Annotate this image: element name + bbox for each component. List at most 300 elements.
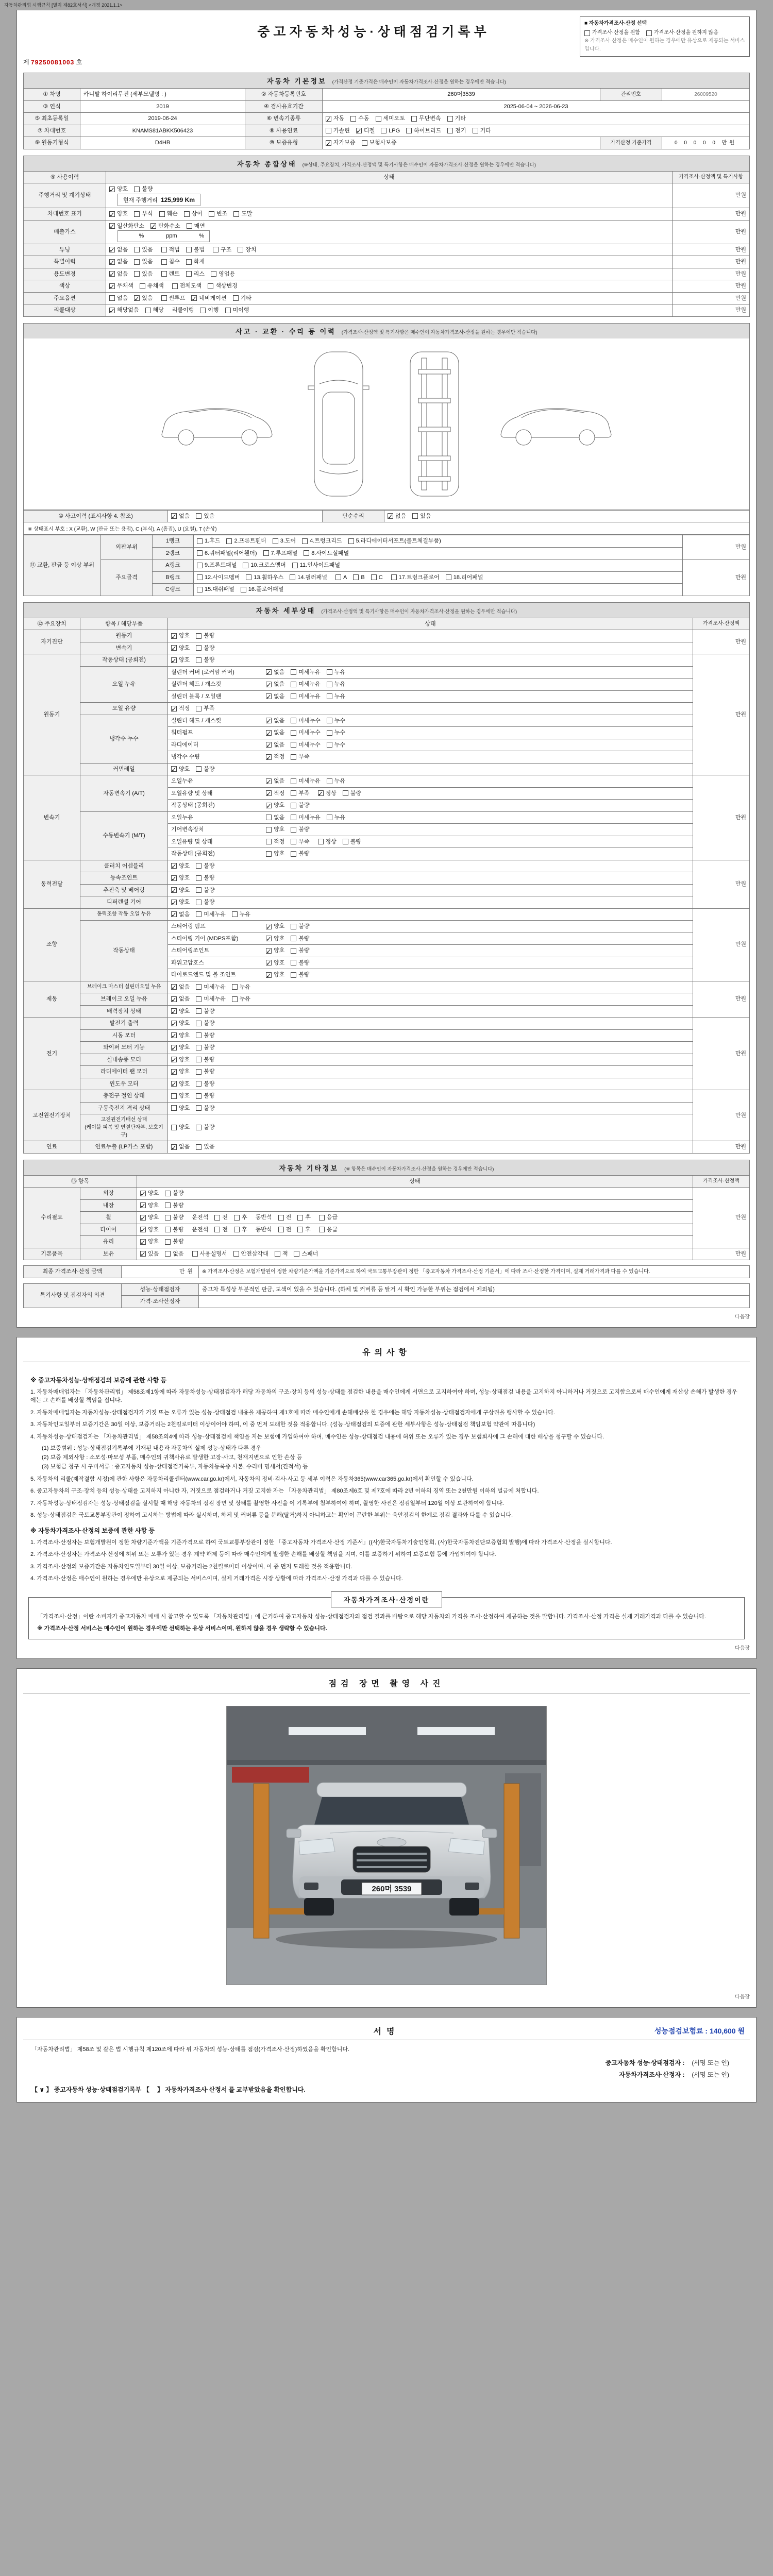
option-text: 없음 (274, 814, 285, 821)
checkbox-option[interactable] (584, 29, 640, 37)
checkbox-option[interactable] (171, 1056, 190, 1064)
checkbox-option[interactable] (196, 1007, 214, 1016)
checkbox-option[interactable] (109, 282, 133, 291)
checkbox-option[interactable] (266, 838, 284, 846)
checkbox-option[interactable] (327, 717, 345, 725)
license-plate-number: 260머 3539 (372, 1885, 412, 1894)
checkbox-option[interactable] (196, 632, 214, 640)
checkbox-option[interactable] (161, 294, 186, 303)
checkbox-group (140, 1250, 690, 1259)
checkbox-option[interactable] (291, 838, 309, 846)
checkbox (266, 972, 272, 978)
checkbox-option[interactable] (171, 765, 190, 774)
field-value (106, 292, 673, 304)
checkbox-option[interactable] (241, 585, 283, 594)
checkbox-option[interactable] (171, 656, 190, 665)
checkbox-option[interactable] (196, 704, 214, 713)
checkbox-option[interactable] (171, 1143, 190, 1151)
checkbox-option[interactable] (266, 680, 284, 689)
checkbox-option[interactable] (186, 246, 205, 255)
field-label: 냉각수 누수 (80, 715, 168, 763)
checkbox-group (197, 549, 679, 558)
checkbox-option[interactable] (278, 1213, 292, 1222)
checkbox-option[interactable] (275, 1250, 288, 1259)
checkbox (350, 116, 356, 122)
checkbox-option[interactable] (196, 656, 214, 665)
checkbox-option[interactable] (292, 561, 340, 570)
checkbox-option[interactable] (318, 789, 337, 798)
checkbox-option[interactable] (171, 1092, 190, 1100)
checkbox-option[interactable] (214, 1226, 228, 1234)
checkbox-option[interactable] (140, 1250, 159, 1259)
checkbox-option[interactable] (646, 29, 718, 37)
checkbox-option[interactable] (140, 1201, 159, 1210)
field-label: 와이퍼 모터 기능 (80, 1042, 168, 1054)
field-label: 발전기 출력 (80, 1018, 168, 1030)
option-text: 실린더 블록 / 오일팬 (171, 693, 222, 700)
field-value: ※ 가격조사·산정은 보험개발원이 정한 차량기준가액을 기준가격으로 하여 국토교통부장관이 정한 「중고자동차 가격조사·산정 기준서」에 따라 조사·산정한 가격이며, 실제 거래가격과 다를 수 있습니다. (199, 1266, 750, 1278)
option-text: 누유 (239, 984, 251, 990)
checkbox-option[interactable] (171, 1019, 190, 1028)
photo-title: 점검 장면 촬영 사진 (23, 1673, 750, 1693)
checkbox-option[interactable] (266, 741, 284, 750)
checkbox-option[interactable] (171, 704, 190, 713)
checkbox-option[interactable] (171, 1080, 190, 1089)
checkbox-option[interactable] (266, 814, 284, 822)
checkbox-option[interactable] (266, 728, 284, 737)
checkbox-option[interactable] (291, 692, 321, 701)
checkbox-option[interactable] (226, 537, 266, 546)
checkbox-option[interactable] (196, 1031, 214, 1040)
checkbox-option[interactable] (350, 114, 369, 123)
next-page-link[interactable]: 다음장 (735, 1314, 750, 1320)
checkbox-option[interactable] (362, 139, 397, 147)
checkbox-option[interactable] (196, 1123, 214, 1132)
checkbox (196, 875, 201, 881)
checkbox-option[interactable] (294, 1250, 318, 1259)
checkbox-option[interactable] (291, 825, 309, 834)
checkbox-option[interactable] (234, 1226, 247, 1234)
checkbox-option[interactable] (161, 270, 180, 279)
checkbox (171, 1045, 177, 1050)
checkbox-option[interactable] (213, 246, 231, 255)
field-label: 오일 누유 (80, 666, 168, 703)
checkbox-option[interactable] (109, 210, 128, 218)
table-row (24, 993, 750, 1006)
checkbox-option[interactable] (140, 282, 164, 291)
checkbox-option[interactable] (266, 946, 284, 955)
checkbox-option[interactable] (171, 1067, 190, 1076)
field-value (194, 560, 683, 572)
checkbox-option[interactable] (196, 1019, 214, 1028)
checkbox-option[interactable] (109, 306, 139, 315)
checkbox-option[interactable] (171, 995, 190, 1004)
checkbox-option[interactable] (165, 1189, 183, 1198)
checkbox-option[interactable] (196, 512, 214, 521)
checkbox-option[interactable] (232, 910, 250, 919)
checkbox-option[interactable] (184, 210, 203, 218)
checkbox-option[interactable] (197, 585, 234, 594)
checkbox-option[interactable] (196, 765, 214, 774)
checkbox-option[interactable] (446, 573, 483, 582)
checkbox (246, 574, 251, 580)
checkbox-option[interactable] (140, 1226, 159, 1234)
checkbox-option[interactable] (291, 753, 309, 761)
checkbox-option[interactable] (233, 1250, 268, 1259)
checkbox-option[interactable] (291, 789, 309, 798)
checkbox (196, 1008, 201, 1014)
option-text: 라디에이터 (171, 741, 199, 748)
table-row (24, 244, 750, 256)
checkbox (196, 706, 201, 711)
option-text: 파워고압호스 (171, 959, 204, 966)
checkbox-option[interactable] (327, 728, 345, 737)
option-label (171, 728, 193, 737)
checkbox (291, 693, 296, 699)
doc-no-prefix: 제 (23, 59, 29, 66)
field-label: 외판부위 (101, 535, 153, 560)
checkbox-option[interactable] (134, 258, 153, 266)
checkbox-option[interactable] (196, 995, 226, 1004)
checkbox-option[interactable] (171, 1031, 190, 1040)
option-text: 부족 (298, 754, 310, 760)
checkbox (134, 259, 140, 265)
checkbox-option[interactable] (171, 1123, 190, 1132)
checkbox-option[interactable] (266, 959, 284, 968)
checkbox (371, 574, 377, 580)
checkbox-option[interactable] (140, 1213, 159, 1222)
field-value: 만원 (693, 981, 750, 1018)
checkbox-option[interactable] (171, 1043, 190, 1052)
checkbox-option[interactable] (291, 922, 309, 931)
checkbox-option[interactable] (145, 306, 164, 315)
checkbox-option[interactable] (225, 306, 249, 315)
checkbox-option[interactable] (343, 838, 361, 846)
checkbox-option[interactable] (165, 1213, 183, 1222)
option-text: 매연 (194, 223, 205, 229)
checkbox-group (171, 728, 690, 737)
checkbox-option[interactable] (266, 692, 284, 701)
option-group (109, 306, 164, 315)
checkbox-option[interactable] (335, 573, 347, 582)
checkbox-option[interactable] (196, 1092, 214, 1100)
option-group (140, 1201, 184, 1210)
checkbox-option[interactable] (388, 512, 406, 521)
checkbox-option[interactable] (109, 258, 128, 266)
checkbox-option[interactable] (243, 561, 285, 570)
checkbox-option[interactable] (140, 1189, 159, 1198)
option-group (171, 1092, 215, 1100)
checkbox-option[interactable] (233, 294, 251, 303)
checkbox-option[interactable] (266, 777, 284, 786)
checkbox (145, 308, 151, 313)
checkbox-option[interactable] (297, 1213, 311, 1222)
checkbox-option[interactable] (291, 668, 321, 677)
checkbox-option[interactable] (356, 127, 375, 135)
main-form-panel (16, 10, 757, 1328)
checkbox (161, 271, 167, 277)
checkbox-option[interactable] (327, 668, 345, 677)
option-group (266, 801, 310, 810)
checkbox (171, 513, 177, 519)
checkbox-option[interactable] (411, 114, 441, 123)
checkbox (266, 682, 272, 687)
checkbox-option[interactable] (266, 850, 284, 858)
checkbox-option[interactable] (196, 1104, 214, 1113)
checkbox-option[interactable] (291, 741, 321, 750)
checkbox-option[interactable] (171, 983, 190, 992)
checkbox-option[interactable] (171, 862, 190, 871)
checkbox-option[interactable] (291, 801, 309, 810)
section-comp-title: 자동차 종합상태 (237, 160, 297, 168)
checkbox-option[interactable] (165, 1201, 183, 1210)
checkbox (140, 1202, 146, 1208)
checkbox-option[interactable] (266, 922, 284, 931)
field-label: 브레이크 마스터 실린더오일 누유 (80, 981, 168, 993)
checkbox-option[interactable] (196, 644, 214, 653)
checkbox-option[interactable] (208, 282, 238, 291)
checkbox-option[interactable] (196, 1056, 214, 1064)
checkbox-option[interactable] (186, 270, 205, 279)
checkbox-option[interactable] (197, 537, 220, 546)
checkbox-option[interactable] (109, 294, 128, 303)
checkbox-option[interactable] (266, 825, 284, 834)
checkbox-option[interactable] (291, 777, 321, 786)
checkbox-group (140, 1201, 690, 1210)
field-value: 만원 (673, 268, 750, 280)
checkbox-option[interactable] (304, 549, 349, 558)
checkbox-option[interactable] (196, 898, 214, 907)
table-row (24, 220, 750, 244)
checkbox-option[interactable] (234, 1213, 247, 1222)
checkbox-option[interactable] (196, 862, 214, 871)
checkbox-option[interactable] (109, 270, 128, 279)
checkbox (187, 223, 192, 229)
checkbox-option[interactable] (291, 680, 321, 689)
option-text: 동반석 (255, 1214, 272, 1221)
next-page-link[interactable]: 다음장 (735, 1994, 750, 2001)
option-group (326, 139, 397, 147)
checkbox-option[interactable] (266, 801, 284, 810)
option-group (161, 258, 205, 266)
checkbox (140, 1215, 146, 1221)
option-label (171, 850, 215, 858)
checkbox-option[interactable] (326, 139, 356, 147)
checkbox (134, 187, 140, 192)
checkbox-option[interactable] (266, 753, 284, 761)
checkbox-option[interactable] (291, 935, 309, 943)
checkbox-option[interactable] (291, 946, 309, 955)
checkbox-option[interactable] (140, 1238, 159, 1246)
checkbox-option[interactable] (238, 246, 256, 255)
checkbox-group (171, 692, 690, 701)
checkbox-option[interactable] (318, 838, 337, 846)
option-text: 누유 (239, 911, 251, 918)
checkbox-option[interactable] (376, 114, 406, 123)
signature-title: 서명 (373, 2027, 400, 2037)
checkbox-option[interactable] (266, 935, 284, 943)
checkbox-option[interactable] (171, 886, 190, 895)
checkbox-option[interactable] (197, 549, 257, 558)
option-text: 누유 (334, 693, 346, 700)
checkbox-option[interactable] (134, 294, 153, 303)
checkbox (233, 295, 239, 301)
option-group (171, 741, 258, 750)
notices-list (23, 1368, 750, 1588)
checkbox-option[interactable] (171, 632, 190, 640)
checkbox (343, 790, 348, 796)
option-group (266, 717, 345, 725)
checkbox-option[interactable] (197, 573, 240, 582)
checkbox-option[interactable] (327, 741, 345, 750)
checkbox-option[interactable] (273, 537, 296, 546)
checkbox-option[interactable] (196, 983, 226, 992)
checkbox-option[interactable] (150, 222, 180, 231)
checkbox-option[interactable] (196, 910, 226, 919)
checkbox-option[interactable] (348, 537, 441, 546)
checkbox-option[interactable] (246, 573, 283, 582)
checkbox-option[interactable] (319, 1226, 338, 1234)
table-row (24, 1078, 750, 1090)
checkbox-option[interactable] (263, 549, 298, 558)
checkbox-option[interactable] (109, 185, 128, 194)
option-text: 양호 (179, 875, 190, 881)
checkbox-option[interactable] (196, 1043, 214, 1052)
checkbox-option[interactable] (291, 728, 321, 737)
field-value (168, 1114, 693, 1141)
checkbox-option[interactable] (161, 246, 180, 255)
checkbox-option[interactable] (447, 127, 466, 135)
checkbox-option[interactable] (134, 210, 153, 218)
checkbox-option[interactable] (266, 971, 284, 979)
checkbox-option[interactable] (196, 1080, 214, 1089)
next-page-link[interactable]: 다음장 (735, 1646, 750, 1652)
checkbox-option[interactable] (109, 246, 128, 255)
checkbox-option[interactable] (171, 1104, 190, 1113)
checkbox-option[interactable] (266, 668, 284, 677)
checkbox-option[interactable] (473, 127, 491, 135)
checkbox-option[interactable] (196, 874, 214, 883)
checkbox-option[interactable] (171, 874, 190, 883)
checkbox (171, 1144, 177, 1150)
checkbox-option[interactable] (171, 898, 190, 907)
checkbox-option[interactable] (186, 258, 205, 266)
checkbox-option[interactable] (381, 127, 400, 135)
checkbox-option[interactable] (233, 210, 252, 218)
field-value (168, 1018, 693, 1030)
checkbox-option[interactable] (211, 270, 235, 279)
checkbox-option[interactable] (134, 270, 153, 279)
checkbox-option[interactable] (200, 306, 219, 315)
checkbox-option[interactable] (278, 1226, 292, 1234)
checkbox-option[interactable] (391, 573, 440, 582)
checkbox-option[interactable] (196, 1143, 214, 1151)
field-value (106, 304, 673, 317)
checkbox-option[interactable] (196, 1067, 214, 1076)
checkbox-option[interactable] (297, 1226, 311, 1234)
checkbox-option[interactable] (171, 910, 190, 919)
checkbox-option[interactable] (232, 983, 250, 992)
checkbox-option[interactable] (327, 814, 345, 822)
checkbox-option[interactable] (291, 717, 321, 725)
checkbox (291, 718, 296, 723)
checkbox-option[interactable] (134, 185, 153, 194)
checkbox-option[interactable] (406, 127, 441, 135)
checkbox-option[interactable] (134, 246, 153, 255)
table-row (24, 1029, 750, 1042)
field-value (168, 1042, 693, 1054)
table-row (24, 1236, 750, 1248)
option-text: 2.프론트휀더 (234, 538, 266, 544)
checkbox-option[interactable] (291, 959, 309, 968)
checkbox-option[interactable] (171, 644, 190, 653)
checkbox-option[interactable] (266, 789, 284, 798)
checkbox-group (326, 139, 597, 147)
basic-info-table (23, 88, 750, 149)
option-text: 불량 (204, 633, 215, 639)
checkbox-option[interactable] (209, 210, 227, 218)
checkbox-option[interactable] (165, 1238, 183, 1246)
checkbox-option[interactable] (171, 512, 190, 521)
checkbox-option[interactable] (353, 573, 364, 582)
checkbox-option[interactable] (196, 886, 214, 895)
checkbox (165, 1202, 171, 1208)
checkbox-option[interactable] (214, 1213, 228, 1222)
option-text: 적정 (179, 705, 190, 711)
checkbox-option[interactable] (172, 282, 202, 291)
checkbox (302, 538, 308, 544)
checkbox-option[interactable] (109, 222, 144, 231)
checkbox-option[interactable] (165, 1226, 183, 1234)
checkbox-option[interactable] (290, 573, 327, 582)
field-value (168, 908, 693, 921)
option-text: 수동 (358, 115, 369, 122)
checkbox-option[interactable] (165, 1250, 183, 1259)
checkbox-option[interactable] (197, 561, 237, 570)
checkbox-option[interactable] (326, 127, 350, 135)
checkbox-option[interactable] (302, 537, 342, 546)
checkbox-option[interactable] (171, 1007, 190, 1016)
checkbox-option[interactable] (327, 680, 345, 689)
option-text: 잭 (282, 1250, 288, 1257)
section-comp-header (23, 156, 750, 171)
checkbox-option[interactable] (161, 258, 180, 266)
option-text: 불량 (204, 1056, 215, 1063)
checkbox-option[interactable] (192, 1250, 227, 1259)
checkbox-option[interactable] (319, 1213, 338, 1222)
checkbox-option[interactable] (232, 995, 250, 1004)
checkbox-option[interactable] (371, 573, 383, 582)
checkbox-option[interactable] (327, 777, 345, 786)
table-row (24, 775, 750, 788)
checkbox-option[interactable] (412, 512, 431, 521)
option-text: 없음 (274, 693, 285, 700)
checkbox-option[interactable] (187, 222, 205, 231)
field-value: D4HB (80, 137, 245, 149)
checkbox-option[interactable] (343, 789, 361, 798)
option-group (266, 680, 345, 689)
checkbox-option[interactable] (291, 971, 309, 979)
checkbox-option[interactable] (266, 717, 284, 725)
checkbox-option[interactable] (291, 814, 321, 822)
checkbox-option[interactable] (191, 294, 226, 303)
checkbox-option[interactable] (327, 692, 345, 701)
checkbox-option[interactable] (291, 850, 309, 858)
checkbox-option[interactable] (326, 114, 344, 123)
checkbox-option[interactable] (159, 210, 178, 218)
checkbox-option[interactable] (447, 114, 466, 123)
section-etc-title: 자동차 기타정보 (279, 1164, 339, 1172)
